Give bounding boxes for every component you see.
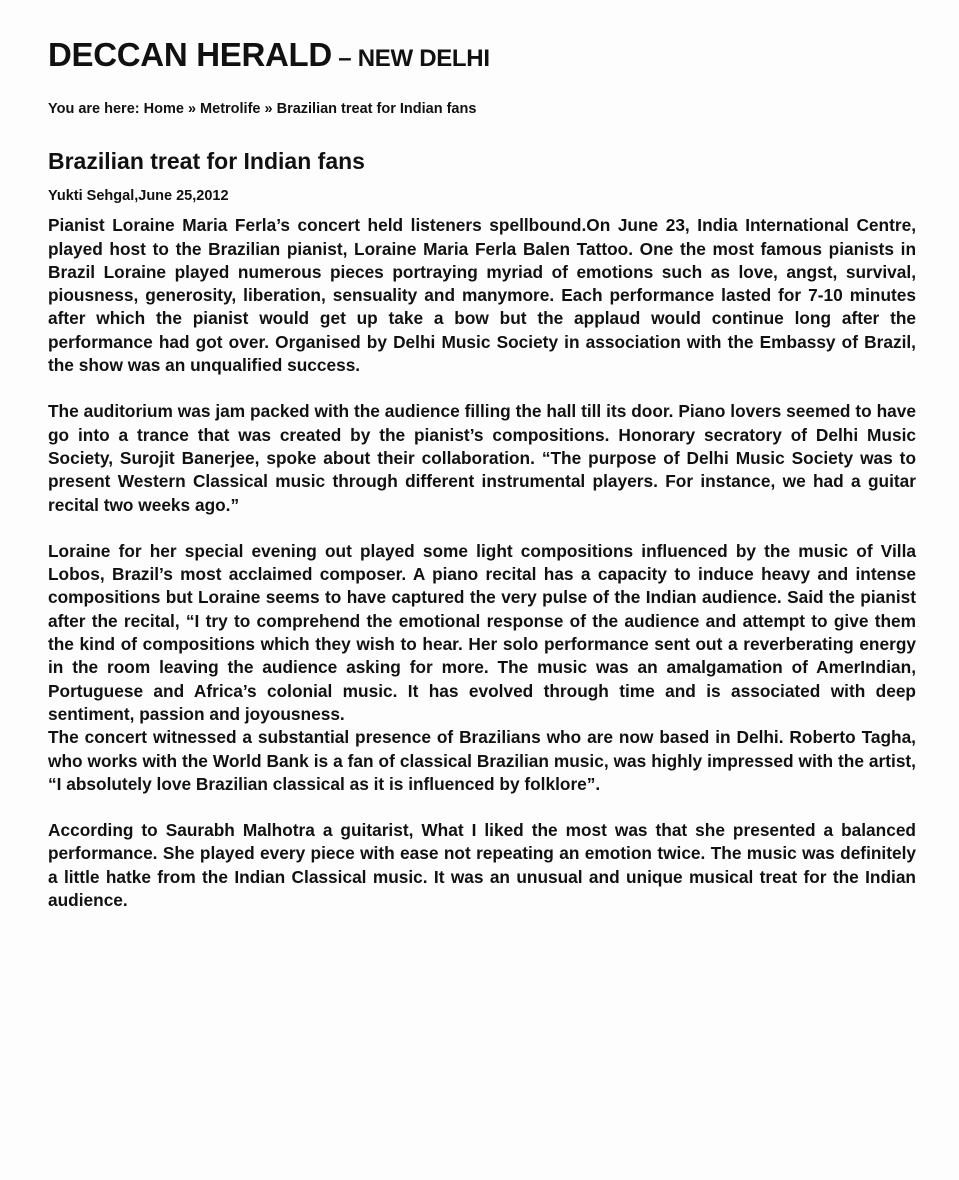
article-byline: Yukti Sehgal,June 25,2012 bbox=[48, 188, 229, 205]
breadcrumb-item-current: Brazilian treat for Indian fans bbox=[276, 101, 477, 117]
breadcrumb-separator: » bbox=[183, 101, 201, 117]
article-paragraph: Pianist Loraine Maria Ferla’s concert held listeners spellbound.On June 23, India International Centre, played host to the Brazilian pianist, Loraine Maria Ferla Balen Tattoo. One the most famous pianists in Brazil Loraine played numerous pieces portraying myriad of emotions such as love, angst, survival, piousness, generosity, liberation, sensuality and manymore. Each performance lasted for 7-10 minutes after which the pianist would get up take a bow but the applaud would continue long after the performance had got over. Organised by Delhi Music Society in association with the Embassy of Brazil, the show was an unqualified success. bbox=[48, 215, 916, 376]
breadcrumb-item-home[interactable]: Home bbox=[143, 101, 184, 117]
article-title: Brazilian treat for Indian fans bbox=[48, 148, 365, 174]
article-paragraph: Loraine for her special evening out played some light compositions influenced by the music of Villa Lobos, Brazil’s most acclaimed composer. A piano recital has a capacity to induce heavy and intense compositions but Loraine seems to have captured the very pulse of the Indian audience. Said the pianist after the recital, “I try to comprehend the emotional response of the audience and attempt to give them the kind of compositions which they wish to hear. Her solo performance sent out a reverberating energy in the room leaving the audience asking for more. The music was an amalgamation of AmerIndian, Portuguese and Africa’s colonial music. It has evolved through time and is associated with deep sentiment, passion and joyousness. bbox=[48, 540, 916, 724]
breadcrumb-separator: » bbox=[260, 101, 277, 117]
breadcrumb-item-metrolife[interactable]: Metrolife bbox=[200, 101, 261, 117]
newspaper-name: DECCAN HERALD bbox=[48, 36, 332, 73]
article-paragraph: The auditorium was jam packed with the audience filling the hall till its door. Piano lovers seemed to have go into a trance that was created by the pianist’s compositions. Honorary secratory of Delhi Music Society, Surojit Banerjee, spoke about their collaboration. “The purpose of Delhi Music Society was to present Western Classical music through different instrumental players. For instance, we had a guitar recital two weeks ago.” bbox=[48, 401, 916, 515]
breadcrumb bbox=[48, 101, 919, 117]
breadcrumb-prefix: You are here: bbox=[48, 101, 144, 117]
article-paragraph: According to Saurabh Malhotra a guitarist, What I liked the most was that she presented a balanced performance. She played every piece with ease not repeating an emotion twice. The music was definitely a little hatke from the Indian Classical music. It was an unusual and unique musical treat for the Indian audience. bbox=[48, 820, 916, 911]
article-body bbox=[48, 214, 916, 912]
article-paragraph: The concert witnessed a substantial presence of Brazilians who are now based in Delhi. Roberto Tagha, who works with the World Bank is a fan of classical Brazilian music, was highly impressed with the artist, “I absolutely love Brazilian classical as it is influenced by folklore”. bbox=[48, 727, 916, 794]
edition-name: NEW DELHI bbox=[357, 45, 490, 72]
masthead bbox=[48, 38, 919, 71]
edition-separator: – bbox=[331, 45, 358, 72]
